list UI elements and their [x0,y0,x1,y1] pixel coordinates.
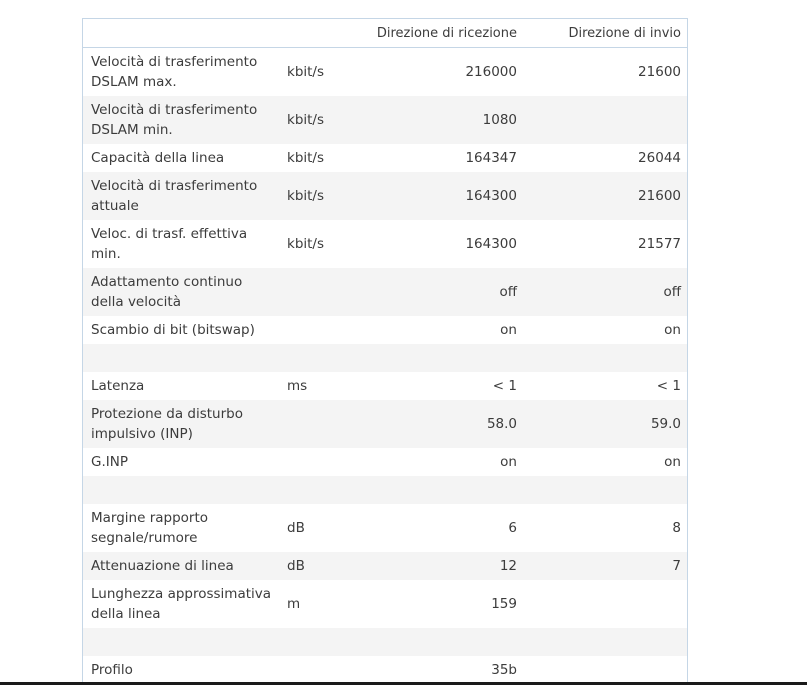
table-spacer-row [83,628,688,656]
row-label: Margine rapporto segnale/rumore [83,504,277,552]
table-row [83,144,688,172]
row-unit [277,268,351,316]
row-send-value [525,476,688,504]
row-send-value: 21577 [525,220,688,268]
row-unit: kbit/s [277,220,351,268]
row-send-value: 8 [525,504,688,552]
row-receive-value: 35b [351,656,525,684]
row-unit: dB [277,552,351,580]
row-receive-value: < 1 [351,372,525,400]
row-send-value: on [525,448,688,476]
row-send-value [525,96,688,144]
row-receive-value: on [351,448,525,476]
row-send-value: 59.0 [525,400,688,448]
table-header-row [83,19,688,48]
row-label: Veloc. di trasf. effettiva min. [83,220,277,268]
row-unit [277,476,351,504]
row-receive-value: 216000 [351,48,525,97]
table-row [83,448,688,476]
row-label: Latenza [83,372,277,400]
row-label: Scambio di bit (bitswap) [83,316,277,344]
row-label: Attenuazione di linea [83,552,277,580]
dsl-info-panel [82,18,688,685]
row-send-value [525,344,688,372]
row-receive-value: 58.0 [351,400,525,448]
row-label [83,476,277,504]
row-unit: dB [277,504,351,552]
table-row [83,48,688,97]
table-row [83,656,688,684]
row-receive-value: 6 [351,504,525,552]
row-unit: kbit/s [277,96,351,144]
row-send-value: 21600 [525,48,688,97]
table-row [83,172,688,220]
table-row [83,552,688,580]
table-row [83,220,688,268]
row-label: Adattamento continuo della velocità [83,268,277,316]
row-label: Protezione da disturbo impulsivo (INP) [83,400,277,448]
row-unit [277,400,351,448]
row-unit: kbit/s [277,48,351,97]
table-row [83,372,688,400]
row-receive-value [351,628,525,656]
table-spacer-row [83,344,688,372]
row-label: Capacità della linea [83,144,277,172]
row-label: Velocità di trasferimento DSLAM min. [83,96,277,144]
table-row [83,268,688,316]
row-send-value: on [525,316,688,344]
row-receive-value: on [351,316,525,344]
row-receive-value: 12 [351,552,525,580]
header-label [83,19,277,48]
row-label: G.INP [83,448,277,476]
row-label: Lunghezza approssimativa della linea [83,580,277,628]
table-spacer-row [83,476,688,504]
row-send-value: < 1 [525,372,688,400]
row-unit: m [277,580,351,628]
table-row [83,316,688,344]
row-unit [277,448,351,476]
row-label [83,628,277,656]
row-send-value: 7 [525,552,688,580]
row-receive-value: 1080 [351,96,525,144]
row-label: Velocità di trasferimento attuale [83,172,277,220]
row-label [83,344,277,372]
row-send-value [525,628,688,656]
table-row [83,96,688,144]
row-label: Velocità di trasferimento DSLAM max. [83,48,277,97]
row-unit [277,344,351,372]
table-row [83,400,688,448]
row-send-value: off [525,268,688,316]
header-unit [277,19,351,48]
row-send-value [525,580,688,628]
table-row [83,504,688,552]
row-receive-value [351,344,525,372]
row-unit: kbit/s [277,172,351,220]
row-receive-value [351,476,525,504]
row-unit [277,656,351,684]
row-unit: ms [277,372,351,400]
row-send-value: 21600 [525,172,688,220]
table-row [83,580,688,628]
row-receive-value: 159 [351,580,525,628]
header-receive-direction: Direzione di ricezione [351,19,525,48]
row-receive-value: 164300 [351,172,525,220]
row-send-value [525,656,688,684]
row-label: Profilo [83,656,277,684]
row-send-value: 26044 [525,144,688,172]
row-receive-value: off [351,268,525,316]
row-unit [277,316,351,344]
dsl-info-table [83,19,688,684]
row-receive-value: 164347 [351,144,525,172]
header-send-direction: Direzione di invio [525,19,688,48]
row-unit [277,628,351,656]
row-receive-value: 164300 [351,220,525,268]
row-unit: kbit/s [277,144,351,172]
